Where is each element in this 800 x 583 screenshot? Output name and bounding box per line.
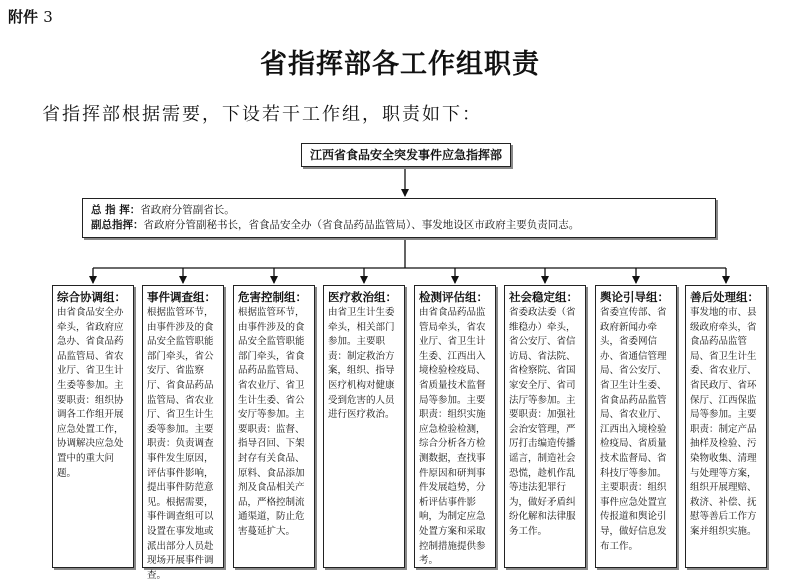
group-description: 由省卫生计生委牵头，相关部门参加。主要职责：制定救治方案，组织、指导医疗机构对健康受到危害的人员进行医疗救治。 [328,307,395,421]
group-name: 善后处理组： [690,290,759,304]
annex-label: 附件 3 [8,8,53,26]
group-box-public-opinion [595,285,677,568]
group-box-hazard-control [233,285,315,568]
group-box-aftermath [685,285,767,568]
group-box-testing [414,285,496,568]
commander-line [91,203,707,218]
deputy-text: 省政府分管副秘书长，省食品安全办（省食品药品监管局）、事发地设区市政府主要负责同志。 [143,219,580,231]
group-description: 由省食品药品监管局牵头，省农业厅、省卫生计生委、江西出入境检验检疫局、省质量技术监督局等参加。主要职责：组织实施应急检验检测，综合分析各方检测数据，查找事件原因和研判事件发展趋势，分析评估事件影响，为制定应急处置方案和采取控制措施提供参考。 [419,307,486,567]
page-title: 省指挥部各工作组职责 [260,49,540,80]
group-box-medical [323,285,405,568]
group-name: 医疗救治组： [328,290,397,304]
group-name: 综合协调组： [57,290,126,304]
headquarters-box: 江西省食品安全突发事件应急指挥部 [301,143,511,167]
group-description: 事发地的市、县级政府牵头，省食品药品监管局、省卫生计生委、省农业厅、省民政厅、省环保厅、江西保监局等参加。主要职责：制定产品抽样及检验、污染物收集、清理与处理等方案，组织开展理赔、救济、补偿、抚慰等善后工作方案并组织实施。 [690,307,757,537]
leadership-box [82,198,716,238]
deputy-line [91,218,707,233]
group-name: 危害控制组： [238,290,307,304]
intro-text: 省指挥部根据需要，下设若干工作组，职责如下： [42,104,482,125]
group-box-social-stability [504,285,586,568]
deputy-label: 副总指挥： [91,219,144,231]
group-name: 事件调查组： [147,290,216,304]
commander-text: 省政府分管副省长。 [140,204,235,216]
group-description: 根据监管环节，由事件涉及的食品安全监管职能部门牵头，省食品药品监管局、省农业厅、省卫生计生委、省公安厅等参加。主要职责：监督、指导召回、下架封存有关食品、原料、食品添加剂及食品相关产品，严格控制流通渠道，防止危害蔓延扩大。 [238,307,305,537]
group-description: 由省食品安全办牵头，省政府应急办、省食品药品监管局、省农业厅、省卫生计生委等参加。主要职责：组织协调各工作组开展应急处置工作，协调解决应急处置中的重大问题。 [57,307,124,479]
group-name: 检测评估组： [419,290,488,304]
group-box-coordination [52,285,134,568]
group-description: 根据监管环节，由事件涉及的食品安全监管职能部门牵头，省公安厅、省监察厅、省食品药品监管局、省农业厅、省卫生计生委等参加。主要职责：负责调查事件发生原因，评估事件影响，提出事件防范意见。根据需要，事件调查组可以设置在事发地或派出部分人员赴现场开展事件调查。 [147,307,214,581]
annex-number: 3 [43,8,53,26]
commander-label: 总 指 挥： [91,204,141,216]
group-name: 舆论引导组： [600,290,669,304]
group-description: 省委政法委（省维稳办）牵头，省公安厅、省信访局、省法院、省检察院、省国家安全厅、省司法厅等参加。主要职责：加强社会治安管理，严厉打击编造传播谣言，制造社会恐慌，趁机作乱等违法犯罪行为，做好矛盾纠纷化解和法律服务工作。 [509,307,576,537]
group-box-investigation [142,285,224,581]
group-name: 社会稳定组： [509,290,578,304]
group-description: 省委宣传部、省政府新闻办牵头，省委网信办、省通信管理局、省公安厅、省卫生计生委、省食品药品监管局、省农业厅、江西出入境检验检疫局、省质量技术监督局、省科技厅等参加。主要职责：组织事件应急处置宣传报道和舆论引导，做好信息发布工作。 [600,307,667,552]
